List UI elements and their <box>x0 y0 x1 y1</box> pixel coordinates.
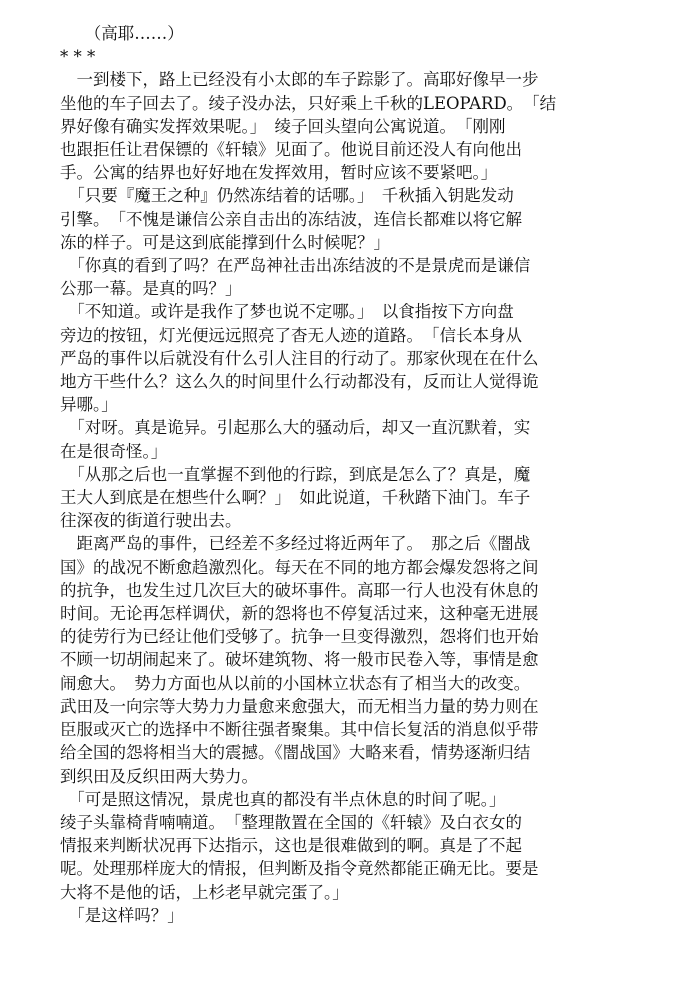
novel-page-text <box>60 22 640 927</box>
text-line-15: 严岛的事件以后就没有什么引人注目的行动了。那家伙现在在什么 <box>60 348 539 368</box>
text-line-22: 往深夜的街道行驶出去。 <box>60 511 242 531</box>
text-line-3: 一到楼下，路上已经没有小太郎的车子踪影了。高耶好像早一步 <box>60 70 539 90</box>
text-line-1: （高耶……） <box>60 24 184 43</box>
text-line-18: 「对呀。真是诡异。引起那么大的骚动后，却又一直沉默着，实 <box>60 418 531 438</box>
text-line-9: 引擎。 「不愧是谦信公亲自击出的冻结波，连信长都难以将它解 <box>60 209 522 229</box>
text-line-26: 时间。无论再怎样调伏，新的怨将也不停复活过来，这种毫无进展 <box>60 604 539 624</box>
text-line-14: 旁边的按钮，灯光便远远照亮了杳无人迹的道路。 「信长本身从 <box>60 325 522 345</box>
text-line-19: 在是很奇怪。」 <box>60 441 168 461</box>
text-line-11: 「你真的看到了吗？在严岛神社击出冻结波的不是景虎而是谦信 <box>60 256 531 276</box>
section-break: * * * <box>60 47 96 67</box>
text-line-17: 异哪。」 <box>60 395 118 415</box>
text-line-39: 「是这样吗？」 <box>60 905 184 925</box>
text-line-29: 闹愈大。 势力方面也从以前的小国林立状态有了相当大的改变。 <box>60 673 531 693</box>
text-line-13: 「不知道。或许是我作了梦也说不定哪。」 以食指按下方向盘 <box>60 302 514 322</box>
text-line-28: 不顾一切胡闹起来了。破坏建筑物、将一般市民卷入等，事情是愈 <box>60 650 539 670</box>
text-line-4: 坐他的车子回去了。绫子没办法，只好乘上千秋的LEOPARD。 「结 <box>60 93 557 113</box>
text-line-38: 大将不是他的话，上杉老早就完蛋了。」 <box>60 882 349 902</box>
text-line-10: 冻的样子。可是这到底能撑到什么时候呢？」 <box>60 232 390 252</box>
text-line-16: 地方干些什么？这么久的时间里什么行动都没有，反而让人觉得诡 <box>60 372 539 392</box>
text-line-12: 公那一幕。是真的吗？」 <box>60 279 242 299</box>
text-line-8: 「只要『魔王之种』仍然冻结着的话哪。」 千秋插入钥匙发动 <box>60 186 514 206</box>
text-line-34: 「可是照这情况，景虎也真的都没有半点休息的时间了呢。」 <box>60 789 506 809</box>
text-line-32: 给全国的怨将相当大的震撼。《闇战国》大略来看，情势逐渐归结 <box>60 743 531 763</box>
text-line-35: 绫子头靠椅背喃喃道。 「整理散置在全国的《轩辕》及白衣女的 <box>60 812 522 832</box>
text-line-27: 的徒劳行为已经让他们受够了。抗争一旦变得激烈，怨将们也开始 <box>60 627 539 647</box>
text-line-33: 到织田及反织田两大势力。 <box>60 766 258 786</box>
text-line-31: 臣服或灭亡的选择中不断往强者聚集。其中信长复活的消息似乎带 <box>60 720 539 740</box>
text-line-6: 也跟拒任让君保镖的《轩辕》见面了。他说目前还没人有向他出 <box>60 140 522 160</box>
text-line-24: 国》的战况不断愈趋激烈化。每天在不同的地方都会爆发怨将之间 <box>60 557 539 577</box>
text-line-20: 「从那之后也一直掌握不到他的行踪，到底是怎么了？真是，魔 <box>60 464 531 484</box>
text-line-7: 手。公寓的结界也好好地在发挥效用，暂时应该不要紧吧。」 <box>60 163 498 183</box>
text-line-23: 距离严岛的事件，已经差不多经过将近两年了。 那之后《闇战 <box>60 534 531 554</box>
text-line-21: 王大人到底是在想些什么啊？」 如此说道，千秋踏下油门。车子 <box>60 488 531 508</box>
text-line-25: 的抗争，也发生过几次巨大的破坏事件。高耶一行人也没有休息的 <box>60 580 539 600</box>
text-line-5: 界好像有确实发挥效果呢。」 绫子回头望向公寓说道。 「刚刚 <box>60 116 506 136</box>
text-line-36: 情报来判断状况再下达指示，这也是很难做到的啊。真是了不起 <box>60 836 522 856</box>
text-line-37: 呢。处理那样庞大的情报，但判断及指令竟然都能正确无比。要是 <box>60 859 539 879</box>
text-line-30: 武田及一向宗等大势力力量愈来愈强大，而无相当力量的势力则在 <box>60 696 539 716</box>
